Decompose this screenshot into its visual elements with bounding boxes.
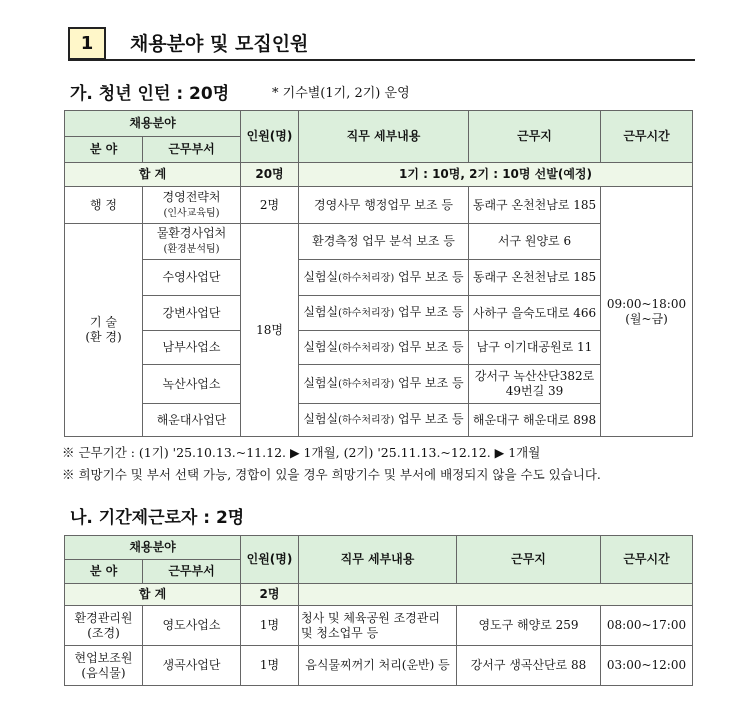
temp-location: 강서구 생곡산단로 88: [457, 646, 601, 686]
tech-dept: 녹산사업소: [143, 365, 241, 404]
header-hours: 근무시간: [601, 536, 693, 584]
tech-dept: 수영사업단: [143, 260, 241, 296]
table-row: [65, 296, 693, 331]
tech-dept: 물환경사업처 (환경분석팀): [143, 224, 241, 260]
tech-duty: 환경측정 업무 분석 보조 등: [299, 224, 469, 260]
temp-location: 영도구 해양로 259: [457, 606, 601, 646]
tech-field: 기 술 (환 경): [65, 224, 143, 437]
tech-location: 사하구 을숙도대로 466: [469, 296, 601, 331]
tech-location: 서구 원양로 6: [469, 224, 601, 260]
tech-duty: 실험실(하수처리장) 업무 보조 등: [299, 404, 469, 437]
header-field-group: 채용분야: [65, 536, 241, 560]
section-underline: [68, 59, 695, 61]
table-row: [65, 404, 693, 437]
tech-location: 해운대구 해운대로 898: [469, 404, 601, 437]
admin-duty: 경영사무 행정업무 보조 등: [299, 187, 469, 224]
temp-dept: 생곡사업단: [143, 646, 241, 686]
table-row: [65, 365, 693, 404]
temp-dept: 영도사업소: [143, 606, 241, 646]
tech-count: 18명: [241, 224, 299, 437]
header-dept: 근무부서: [143, 560, 241, 584]
tech-duty: 실험실(하수처리장) 업무 보조 등: [299, 365, 469, 404]
header-dept: 근무부서: [143, 137, 241, 163]
total-count: 20명: [241, 163, 299, 187]
temp-count: 1명: [241, 646, 299, 686]
tech-dept: 남부사업소: [143, 331, 241, 365]
header-duty: 직무 세부내용: [299, 111, 469, 163]
tech-location: 남구 이기대공원로 11: [469, 331, 601, 365]
total-label: 합 계: [65, 584, 241, 606]
table-row: [65, 260, 693, 296]
admin-count: 2명: [241, 187, 299, 224]
temp-hours: 08:00~17:00: [601, 606, 693, 646]
admin-field: 행 정: [65, 187, 143, 224]
tech-duty: 실험실(하수처리장) 업무 보조 등: [299, 260, 469, 296]
header-field: 분 야: [65, 137, 143, 163]
header-field-group: 채용분야: [65, 111, 241, 137]
temp-duty: 음식물찌꺼기 처리(운반) 등: [299, 646, 457, 686]
section-number: 1: [68, 27, 106, 60]
work-hours: 09:00~18:00 (월~금): [601, 187, 693, 437]
total-label: 합 계: [65, 163, 241, 187]
temp-title: 나. 기간제근로자 : 2명: [70, 508, 245, 528]
table-row: [65, 224, 693, 260]
note-assignment: ※ 희망기수 및 부서 선택 가능, 경합이 있을 경우 희망기수 및 부서에 배정되지 않을 수도 있습니다.: [62, 467, 601, 482]
header-location: 근무지: [457, 536, 601, 584]
total-detail: 1기 : 10명, 2기 : 10명 선발(예정): [299, 163, 693, 187]
tech-location: 강서구 녹산산단382로 49번길 39: [469, 365, 601, 404]
section-title: 채용분야 및 모집인원: [130, 33, 309, 55]
tech-location: 동래구 온천천남로 185: [469, 260, 601, 296]
temp-hours: 03:00~12:00: [601, 646, 693, 686]
header-count: 인원(명): [241, 536, 299, 584]
header-location: 근무지: [469, 111, 601, 163]
tech-dept: 해운대사업단: [143, 404, 241, 437]
table-row: [65, 331, 693, 365]
note-work-period: ※ 근무기간 : (1기) '25.10.13.~11.12. ▶ 1개월, (2기) '25.11.13.~12.12. ▶ 1개월: [62, 445, 541, 460]
header-duty: 직무 세부내용: [299, 536, 457, 584]
header-count: 인원(명): [241, 111, 299, 163]
admin-location: 동래구 온천천남로 185: [469, 187, 601, 224]
intern-title: 가. 청년 인턴 : 20명: [70, 84, 230, 104]
intern-table: [64, 110, 693, 437]
intern-note: * 기수별(1기, 2기) 운영: [272, 86, 410, 101]
table-row: [65, 606, 693, 646]
temp-duty: 청사 및 체육공원 조경관리 및 청소업무 등: [299, 606, 457, 646]
table-row: [65, 646, 693, 686]
admin-dept: 경영전략처 (인사교육팀): [143, 187, 241, 224]
total-empty: [299, 584, 693, 606]
temp-field: 현업보조원 (음식물): [65, 646, 143, 686]
header-hours: 근무시간: [601, 111, 693, 163]
tech-duty: 실험실(하수처리장) 업무 보조 등: [299, 296, 469, 331]
temp-table: [64, 535, 693, 686]
tech-duty: 실험실(하수처리장) 업무 보조 등: [299, 331, 469, 365]
temp-count: 1명: [241, 606, 299, 646]
header-field: 분 야: [65, 560, 143, 584]
table-row: [65, 187, 693, 224]
temp-field: 환경관리원 (조경): [65, 606, 143, 646]
tech-dept: 강변사업단: [143, 296, 241, 331]
total-count: 2명: [241, 584, 299, 606]
